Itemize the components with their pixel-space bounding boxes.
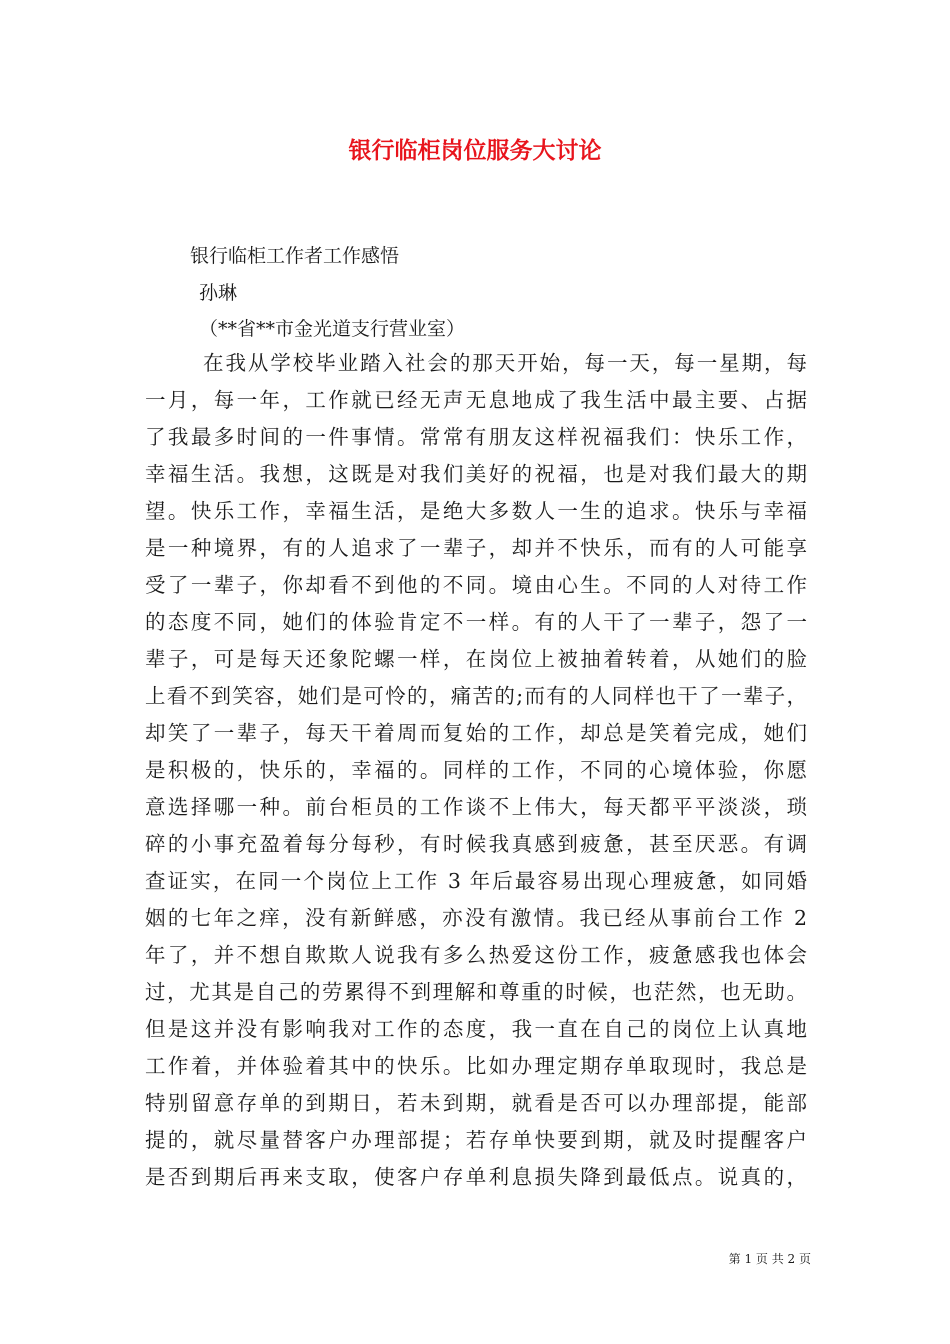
body-line: 在我从学校毕业踏入社会的那天开始，每一天，每一星期，每 — [203, 351, 807, 375]
body-line: 姻的七年之痒，没有新鲜感，亦没有激情。我已经从事前台工作 2 — [145, 906, 807, 930]
body-line: 工作着，并体验着其中的快乐。比如办理定期存单取现时，我总是 — [145, 1054, 807, 1078]
document-title: 银行临柜岗位服务大讨论 — [348, 137, 602, 164]
body-line: 过，尤其是自己的劳累得不到理解和尊重的时候，也茫然，也无助。 — [145, 980, 807, 1004]
body-line: 特别留意存单的到期日，若未到期，就看是否可以办理部提，能部 — [145, 1091, 807, 1115]
body-line: 碎的小事充盈着每分每秒，有时候我真感到疲惫，甚至厌恶。有调 — [145, 832, 807, 856]
body-line: 幸福生活。我想，这既是对我们美好的祝福，也是对我们最大的期 — [145, 462, 807, 486]
body-line: 望。快乐工作，幸福生活，是绝大多数人一生的追求。快乐与幸福 — [145, 499, 807, 523]
body-line: 是否到期后再来支取，使客户存单利息损失降到最低点。说真的， — [145, 1165, 807, 1189]
body-line: 却笑了一辈子，每天干着周而复始的工作，却总是笑着完成，她们 — [145, 721, 807, 745]
body-line: 但是这并没有影响我对工作的态度，我一直在自己的岗位上认真地 — [145, 1017, 807, 1041]
page-number: 第 1 页 共 2 页 — [728, 1252, 811, 1266]
body-line: 是一种境界，有的人追求了一辈子，却并不快乐，而有的人可能享 — [145, 536, 807, 560]
body-line: 年了，并不想自欺欺人说我有多么热爱这份工作，疲惫感我也体会 — [145, 943, 807, 967]
body-line: 上看不到笑容，她们是可怜的，痛苦的;而有的人同样也干了一辈子， — [145, 684, 807, 708]
body-line: 查证实，在同一个岗位上工作 3 年后最容易出现心理疲惫，如同婚 — [145, 869, 807, 893]
article-body — [145, 345, 807, 1196]
body-line: 一月，每一年，工作就已经无声无息地成了我生活中最主要、占据 — [145, 388, 807, 412]
body-line: 的态度不同，她们的体验肯定不一样。有的人干了一辈子，怨了一 — [145, 610, 807, 634]
author-affiliation: （**省**市金光道支行营业室） — [199, 318, 466, 340]
body-line: 提的，就尽量替客户办理部提；若存单快要到期，就及时提醒客户 — [145, 1128, 807, 1152]
author-name: 孙琳 — [199, 282, 238, 304]
body-line: 了我最多时间的一件事情。常常有朋友这样祝福我们：快乐工作， — [145, 425, 807, 449]
body-line: 辈子，可是每天还象陀螺一样，在岗位上被抽着转着，从她们的脸 — [145, 647, 807, 671]
article-subtitle: 银行临柜工作者工作感悟 — [190, 245, 400, 267]
body-line: 受了一辈子，你却看不到他的不同。境由心生。不同的人对待工作 — [145, 573, 807, 597]
body-line: 意选择哪一种。前台柜员的工作谈不上伟大，每天都平平淡淡，琐 — [145, 795, 807, 819]
body-line: 是积极的，快乐的，幸福的。同样的工作，不同的心境体验，你愿 — [145, 758, 807, 782]
